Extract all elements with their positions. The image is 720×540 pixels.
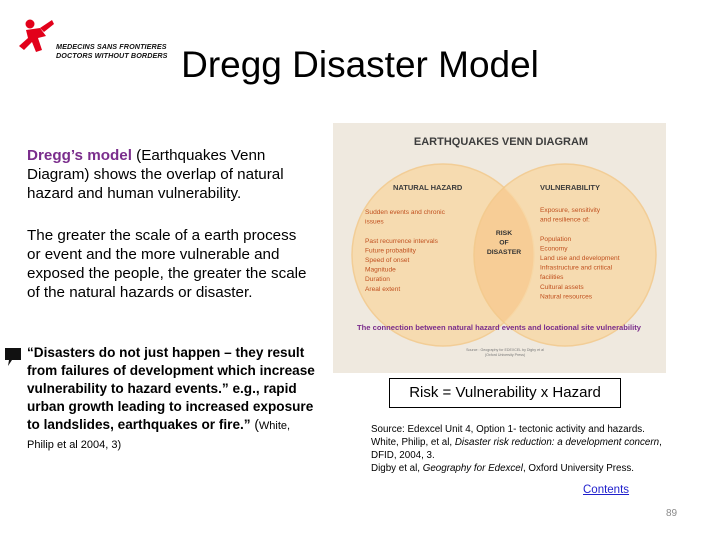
vulnerability-item-1: and resilience of: [540,216,590,224]
logo-line-1: MEDECINS SANS FRONTIERES [56,42,167,51]
venn-title: EARTHQUAKES VENN DIAGRAM [413,136,589,148]
vulnerability-item-9: Natural resources [540,293,593,301]
speech-bubble-icon [3,346,23,368]
vulnerability-item-8: Cultural assets [540,283,584,291]
source-line-1: Source: Edexcel Unit 4, Option 1- tectonic activity and hazards. [371,424,645,435]
contents-link[interactable]: Contents [583,484,630,496]
dregg-model-highlight: Dregg’s model [27,147,132,164]
source-line-4 [371,462,671,475]
venn-diagram [333,123,666,373]
source-line-3: DFID, 2004, 3. [371,450,435,461]
natural-hazard-item-5: Speed of onset [365,257,410,264]
vulnerability-title: VULNERABILITY [540,183,600,192]
sources-block [371,423,671,475]
vulnerability-item-3: Population [540,235,572,243]
venn-source-line-1: Source : Geography for EDEXCEL by Digby et al [466,348,544,352]
natural-hazard-item-0: Sudden events and chronic [365,209,445,216]
risk-label-line-0: RISK [495,230,513,237]
source-white-comma: , [659,437,662,448]
source-white-authors: White, Philip, et al, [371,437,455,448]
intro-text: (Earthquakes Venn Diagram) shows the overlap of natural hazard and human vulnerability. [27,147,284,202]
vulnerability-item-4: Economy [540,245,568,253]
source-digby-title: Geography for Edexcel [422,463,523,474]
vulnerability-item-5: Land use and development [540,255,620,262]
natural-hazard-item-6: Magnitude [365,266,396,274]
source-white-title: Disaster risk reduction: a development concern [454,437,660,448]
vulnerability-item-6: Infrastructure and critical [540,264,613,272]
quote-text: “Disasters do not just happen – they result from failures of development which increase vulnerability to hazard events.” e.g., rapid urban growth leading to increased exposure to landslides, earthquakes or fire.” [27,345,315,432]
source-digby-publisher: , Oxford University Press. [522,463,634,474]
source-line-2 [371,436,671,449]
quote-paren: ( [254,417,259,432]
logo-line-2: DOCTORS WITHOUT BORDERS [56,51,168,60]
source-digby-authors: Digby et al, [371,463,423,474]
quote-reference: White, Philip et al 2004, 3) [27,420,291,451]
intro-paragraph [27,146,312,203]
venn-caption: The connection between natural hazard events and locational site vulnerability [357,323,641,332]
vulnerability-item-7: facilities [540,274,564,282]
quote-block [27,344,319,454]
scale-paragraph: The greater the scale of a earth process or event and the more vulnerable and exposed the people, the greater the scale of the natural hazards or disaster. [27,227,307,301]
risk-label-line-2: DISASTER [486,249,522,256]
natural-hazard-item-1: issues [365,218,384,226]
natural-hazard-title: NATURAL HAZARD [393,183,463,192]
page-number: 89 [666,508,678,519]
natural-hazard-item-4: Future probability [365,247,416,255]
natural-hazard-item-8: Areal extent [365,285,401,293]
risk-label-line-1: OF [499,239,509,247]
slide-title: Dregg Disaster Model [181,44,539,85]
natural-hazard-item-3: Past recurrence intervals [365,237,438,245]
risk-equation-box: Risk = Vulnerability x Hazard [389,378,621,408]
venn-source-line-2: (Oxford University Press) [484,353,526,357]
vulnerability-item-0: Exposure, sensitivity [540,207,601,214]
natural-hazard-item-7: Duration [365,276,390,284]
